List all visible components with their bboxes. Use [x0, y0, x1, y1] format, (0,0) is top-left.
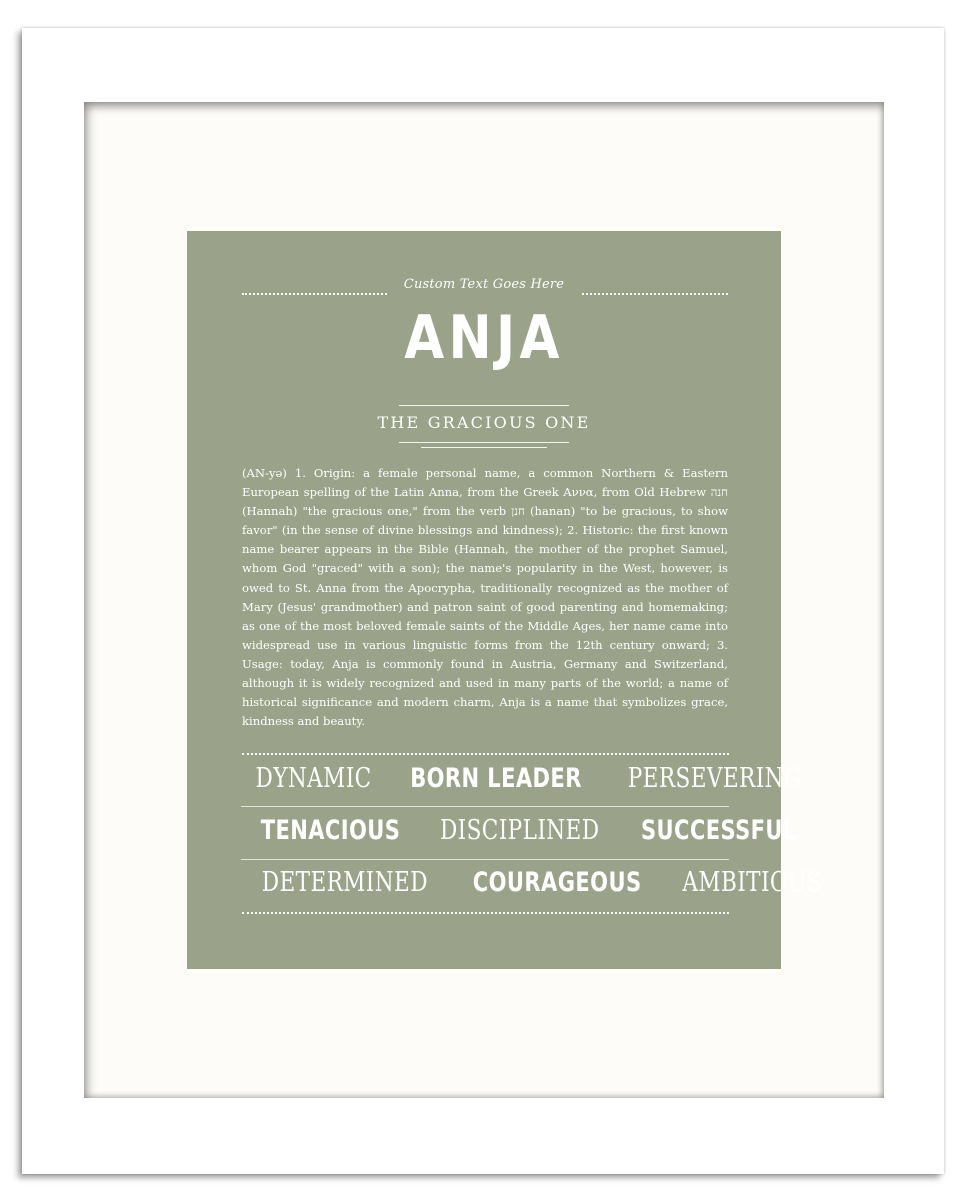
- trait-row-divider: [241, 859, 729, 860]
- mat-board: [84, 102, 884, 1098]
- meaning-rule-top: [399, 405, 569, 406]
- trait-word: COURAGEOUS: [472, 867, 642, 898]
- trait-word: SUCCESSFUL: [641, 815, 798, 846]
- trait-word: AMBITIOUS: [682, 867, 822, 898]
- dotted-rule-traits-top: [242, 753, 729, 755]
- dotted-rule-right: [582, 293, 728, 295]
- trait-row-2: [241, 815, 798, 846]
- trait-row-3: [241, 867, 822, 898]
- name-definition: (AN-yə) 1. Origin: a female personal name, a common Northern & Eastern European spelling of the Latin Anna, from the Greek Αννα, from Old Hebrew חנה (Hannah) "the gracious one," from the verb חנן (hanan) "to be gracious, to show favor" (in the sense of divine blessings and kindness); 2. Historic: the first known name bearer appears in the Bible (Hannah, the mother of the prophet Samuel, whom God "graced" with a son); the name's popularity in the West, however, is owed to St. Anna from the Apocrypha, traditionally recognized as the mother of Mary (Jesus' grandmother) and patron saint of good parenting and homemaking; as one of the most beloved female saints of the Middle Ages, her name came into widespread use in various linguistic forms from the 12th century onward; 3. Usage: today, Anja is commonly found in Austria, Germany and Switzerland, although it is widely recognized and used in many parts of the world; a name of historical significance and modern charm, Anja is a name that symbolizes grace, kindness and beauty.: [242, 466, 729, 729]
- meaning-rule-bottom: [399, 442, 569, 443]
- meaning-rule-bottom-short: [421, 447, 547, 448]
- trait-word: DYNAMIC: [255, 763, 372, 794]
- custom-text: Custom Text Goes Here: [403, 277, 565, 292]
- trait-word: PERSEVERING: [627, 763, 802, 794]
- dotted-rule-left: [242, 293, 387, 295]
- name-meaning: THE GRACIOUS ONE: [377, 413, 591, 432]
- trait-word: DETERMINED: [261, 867, 428, 898]
- trait-word: TENACIOUS: [260, 815, 401, 846]
- dotted-rule-traits-bottom: [242, 912, 729, 914]
- trait-word: BORN LEADER: [410, 763, 582, 794]
- picture-frame: [22, 28, 944, 1174]
- trait-word: DISCIPLINED: [439, 815, 600, 846]
- trait-row-1: [241, 763, 802, 794]
- name-title: ANJA: [404, 303, 564, 373]
- trait-row-divider: [241, 806, 729, 807]
- name-print: [187, 231, 822, 969]
